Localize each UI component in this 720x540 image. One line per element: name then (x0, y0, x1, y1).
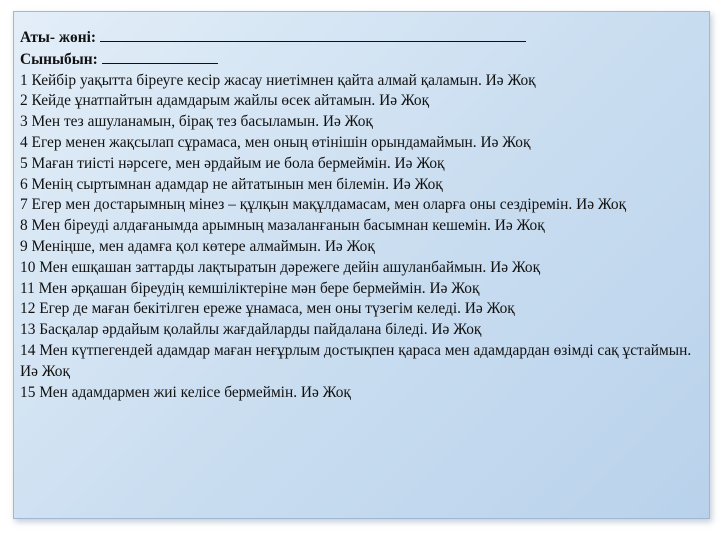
name-label: Аты- жөні: (20, 29, 97, 46)
question-6: 6 Менің сыртымнан адамдар не айтатынын мен білемін. Иә Жоқ (20, 175, 443, 193)
question-13: 13 Басқалар әрдайым қолайлы жағдайларды пайдалана біледі. Иә Жоқ (20, 321, 482, 339)
question-5: 5 Маған тиісті нәрсеге, мен әрдайым ие бола бермеймін. Иә Жоқ (20, 154, 445, 172)
question-3: 3 Мен тез ашуланамын, бірақ тез басыламын. Иә Жоқ (20, 113, 373, 131)
question-11: 11 Мен әрқашан біреудің кемшіліктеріне мән бере бермеймін. Иә Жоқ (20, 279, 480, 297)
question-4: 4 Егер менен жақсылап сұрамаса, мен оның өтінішін орындамаймын. Иә Жоқ (20, 133, 531, 151)
class-label: Сыныбын: (20, 50, 98, 68)
name-field[interactable] (100, 27, 526, 42)
question-9: 9 Меніңше, мен адамға қол көтере алмаймын. Иә Жоқ (20, 237, 375, 255)
class-field[interactable] (102, 49, 218, 64)
name-row (20, 27, 704, 49)
question-2: 2 Кейде ұнатпайтын адамдарым жайлы өсек айтамын. Иә Жоқ (20, 92, 430, 110)
question-14: 14 Мен күтпегендей адамдар маған неғұрлым достықпен қараса мен адамдардан өзімді сақ ұстаймын. Иә Жоқ (20, 341, 692, 380)
question-12: 12 Егер де маған бекітілген ереже ұнамаса, мен оны түзегім келеді. Иә Жоқ (20, 300, 515, 318)
question-15: 15 Мен адамдармен жиі келісе бермеймін. Иә Жоқ (20, 383, 351, 401)
question-1: 1 Кейбір уақытта біреуге кесір жасау ниетімнен қайта алмай қаламын. Иә Жоқ (20, 71, 536, 89)
questionnaire-content (20, 27, 704, 403)
question-10: 10 Мен ешқашан заттарды лақтыратын дәрежеге дейін ашуланбаймын. Иә Жоқ (20, 258, 541, 276)
question-8: 8 Мен біреуді алдағанымда арымның мазаланғанын басымнан кешемін. Иә Жоқ (20, 217, 545, 235)
question-7: 7 Егер мен достарымның мінез – құлқын мақұлдамасам, мен оларға оны сездіремін. Иә Жоқ (20, 196, 627, 214)
class-row (20, 49, 704, 71)
questionnaire-panel (13, 11, 710, 519)
